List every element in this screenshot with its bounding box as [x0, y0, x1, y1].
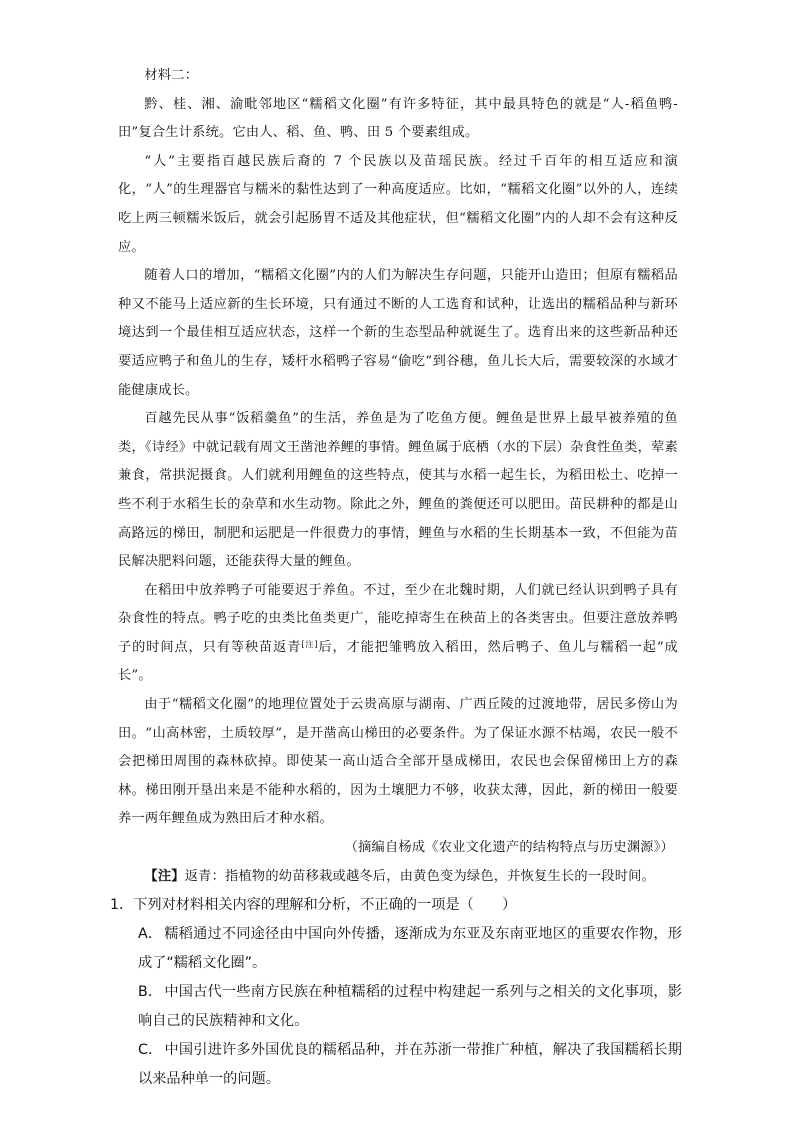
paragraph-5	[118, 577, 678, 691]
paragraph-4: 百越先民从事“饭稻羹鱼”的生活，养鱼是为了吃鱼方便。鲤鱼是世界上最早被养殖的鱼类，《诗经》中就记载有周文王凿池养鲤的事情。鲤鱼属于底栖（水的下层）杂食性鱼类，荤素兼食，常拱泥摄食。人们就利用鲤鱼的这些特点，使其与水稻一起生长，为稻田松土、吃掉一些不利于水稻生长的杂草和水生动物。除此之外，鲤鱼的粪便还可以肥田。苗民耕种的都是山高路远的梯田，制肥和运肥是一件很费力的事情，鲤鱼与水稻的生长期基本一致，不但能为苗民解决肥料问题，还能获得大量的鲤鱼。	[118, 411, 678, 570]
footnote-text: 返青：指植物的幼苗移栽或越冬后，由黄色变为绿色，并恢复生长的一段时间。	[184, 868, 656, 884]
paragraph-5-head: 在稻田中放养鸭子可能要迟于养鱼。不过，至少在北魏时期，人们就已经认识到鸭子具有杂食性的特点。鸭子吃的虫类比鱼类更广，能吃掉寄生在秧苗上的各类害虫。但要注意放养鸭子的时间点，只有等秧苗返青	[118, 582, 678, 655]
footnote	[118, 863, 678, 892]
footnote-label: 【注】	[144, 868, 185, 884]
option-b-letter: B．	[138, 984, 163, 1001]
material-two	[118, 62, 678, 891]
paragraph-1: 黔、桂、湘、渝毗邻地区“糯稻文化圈”有许多特征，其中最具特色的就是“人-稻鱼鸭-田”复合生计系统。它由人、稻、鱼、鸭、田 5 个要素组成。	[118, 96, 678, 141]
paragraph-2: “人”主要指百越民族后裔的 7 个民族以及苗瑶民族。经过千百年的相互适应和演化，“人”的生理器官与糯米的黏性达到了一种高度适应。比如，“糯稻文化圈”以外的人，连续吃上两三顿糯米饭后，就会引起肠胃不适及其他症状，但“糯稻文化圈”内的人却不会有这种反应。	[118, 153, 678, 255]
question-stem	[110, 891, 682, 920]
option-a[interactable]	[110, 920, 682, 978]
source-citation: （摘编自杨成《农业文化遗产的结构特点与历史渊源》）	[344, 840, 674, 856]
material-heading: 材料二：	[144, 68, 199, 83]
option-c-text: 中国引进许多外国优良的糯稻品种，并在苏浙一带推广种植，解决了我国糯稻长期以来品种单一的问题。	[138, 1042, 682, 1088]
option-a-text: 糯稻通过不同途径由中国向外传播，逐渐成为东亚及东南亚地区的重要农作物，形成了“糯稻文化圈”。	[138, 926, 682, 972]
document-page	[110, 62, 682, 1094]
paragraph-5-tail: 后，才能把雏鸭放入稻田，然后鸭子、鱼儿与糯稻一起“成长”。	[118, 639, 678, 684]
paragraph-6: 由于“糯稻文化圈”的地理位置处于云贵高原与湖南、广西丘陵的过渡地带，居民多傍山为田。“山高林密，土质较厚”，是开凿高山梯田的必要条件。为了保证水源不枯竭，农民一般不会把梯田周围的森林砍掉。即使某一高山适合全部开垦成梯田，农民也会保留梯田上方的森林。梯田刚开垦出来是不能种水稻的，因为土壤肥力不够，收获太薄，因此，新的梯田一般要养一两年鲤鱼成为熟田后才种水稻。	[118, 697, 678, 827]
option-b[interactable]	[110, 978, 682, 1036]
question-1	[110, 891, 682, 1094]
option-b-text: 中国古代一些南方民族在种植糯稻的过程中构建起一系列与之相关的文化事项，影响自己的民族精神和文化。	[138, 984, 682, 1030]
option-c-letter: C．	[138, 1042, 163, 1059]
question-stem-text: ．下列对材料相关内容的理解和分析，不正确的一项是（ ）	[119, 897, 517, 914]
paragraph-3: 随着人口的增加，“糯稻文化圈”内的人们为解决生存问题，只能开山造田；但原有糯稻品种又不能马上适应新的生长环境，只有通过不断的人工选育和试种，让选出的糯稻品种与新环境达到一个最佳相互适应状态，这样一个新的生态型品种就诞生了。选育出来的这些新品种还要适应鸭子和鱼儿的生存，矮杆水稻鸭子容易“偷吃”到谷穗，鱼儿长大后，需要较深的水域才能健康成长。	[118, 268, 678, 398]
option-a-letter: A．	[138, 926, 163, 943]
question-number: 1	[110, 897, 120, 914]
footnote-mark: [注]	[301, 639, 318, 649]
option-c[interactable]	[110, 1036, 682, 1094]
